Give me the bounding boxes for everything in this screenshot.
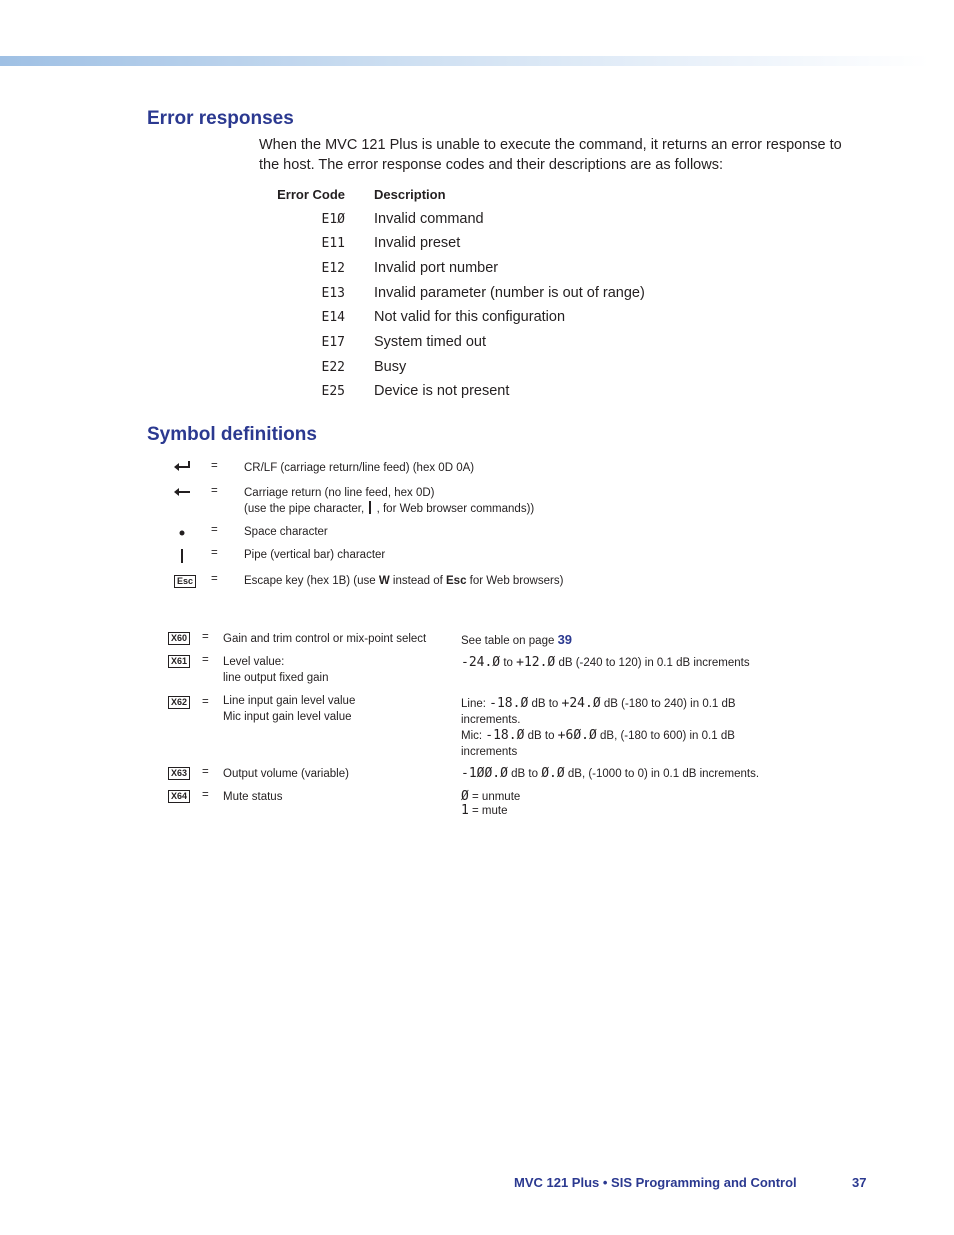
error-code-column-header: Error Code [277,187,345,202]
header-gradient-bar [0,56,930,66]
x64-label: Mute status [223,791,283,803]
x61-range: -24.Ø to +12.Ø dB (-240 to 120) in 0.1 dB increments [461,655,750,670]
x60-label: Gain and trim control or mix-point select [223,633,427,645]
error-code: E11 [321,236,345,251]
error-row [0,309,954,329]
error-description: System timed out [374,334,487,350]
error-code: E25 [321,384,345,399]
pipe-icon [179,549,185,563]
esc-description: Escape key (hex 1B) (use W instead of Esc for Web browsers) [244,575,564,587]
x63-range: -1ØØ.Ø dB to Ø.Ø dB, (-1000 to 0) in 0.1 dB increments. [461,766,760,781]
error-code: E1Ø [321,212,345,227]
error-description: Invalid port number [374,260,499,276]
error-code: E12 [321,261,345,276]
error-row [0,383,954,403]
error-description: Not valid for this configuration [374,309,566,325]
symbol-definitions-heading: Symbol definitions [147,424,317,445]
error-description: Invalid command [374,211,484,227]
equals-sign: = [202,654,209,666]
cr-description: Carriage return (no line feed, hex 0D) [244,487,435,499]
footer-title: MVC 121 Plus • SIS Programming and Control [514,1175,797,1190]
x62-key-icon: X62 [168,696,190,709]
equals-sign: = [211,485,218,497]
x60-key-icon: X60 [168,632,190,645]
x63-key-icon: X63 [168,767,190,780]
error-row [0,334,954,354]
equals-sign: = [202,696,209,708]
crlf-description: CR/LF (carriage return/line feed) (hex 0D 0A) [244,462,475,474]
x64-key-icon: X64 [168,790,190,803]
equals-sign: = [211,460,218,472]
x64-range: Ø = unmute 1 = mute [461,789,521,818]
equals-sign: = [202,789,209,801]
error-code: E14 [321,310,345,325]
page-number: 37 [852,1175,867,1190]
error-row [0,211,954,231]
error-intro-text: When the MVC 121 Plus is unable to execute the command, it returns an error response to the host. The error response codes and their descriptions are as follows: [259,137,842,173]
equals-sign: = [211,573,218,585]
error-code: E13 [321,286,345,301]
error-description: Invalid parameter (number is out of range) [374,285,645,301]
space-description: Space character [244,526,328,538]
description-column-header: Description [374,187,446,202]
page-link-39[interactable]: 39 [557,632,573,647]
return-arrow-icon [173,460,191,472]
pipe-icon [367,501,373,514]
cr-note-pre: (use the pipe character, [244,503,368,515]
x61-label: Level value: line output fixed gain [223,656,329,684]
esc-key-icon: Esc [174,575,196,588]
error-responses-heading: Error responses [147,108,294,129]
error-code: E22 [321,360,345,375]
error-description: Busy [374,359,407,375]
error-row [0,359,954,379]
error-row [0,260,954,280]
x61-key-icon: X61 [168,655,190,668]
x63-label: Output volume (variable) [223,768,349,780]
pipe-description: Pipe (vertical bar) character [244,549,386,561]
x62-label: Line input gain level value Mic input gain level value [223,695,356,723]
equals-sign: = [211,547,218,559]
equals-sign: = [211,524,218,536]
error-row [0,285,954,305]
left-arrow-icon [173,487,191,497]
bullet-icon [178,529,186,537]
cr-note-post: , for Web browser commands)) [376,503,535,515]
error-code: E17 [321,335,345,350]
error-description: Device is not present [374,383,510,399]
x62-range: Line: -18.Ø dB to +24.Ø dB (-180 to 240) in 0.1 dB increments. Mic: -18.Ø dB to +6Ø.Ø dB, (-180 to 600) in 0.1 dB increments [461,696,736,758]
x60-range: See table on page 39 [461,632,573,647]
error-row [0,235,954,255]
equals-sign: = [202,631,209,643]
equals-sign: = [202,766,209,778]
error-description: Invalid preset [374,235,461,251]
